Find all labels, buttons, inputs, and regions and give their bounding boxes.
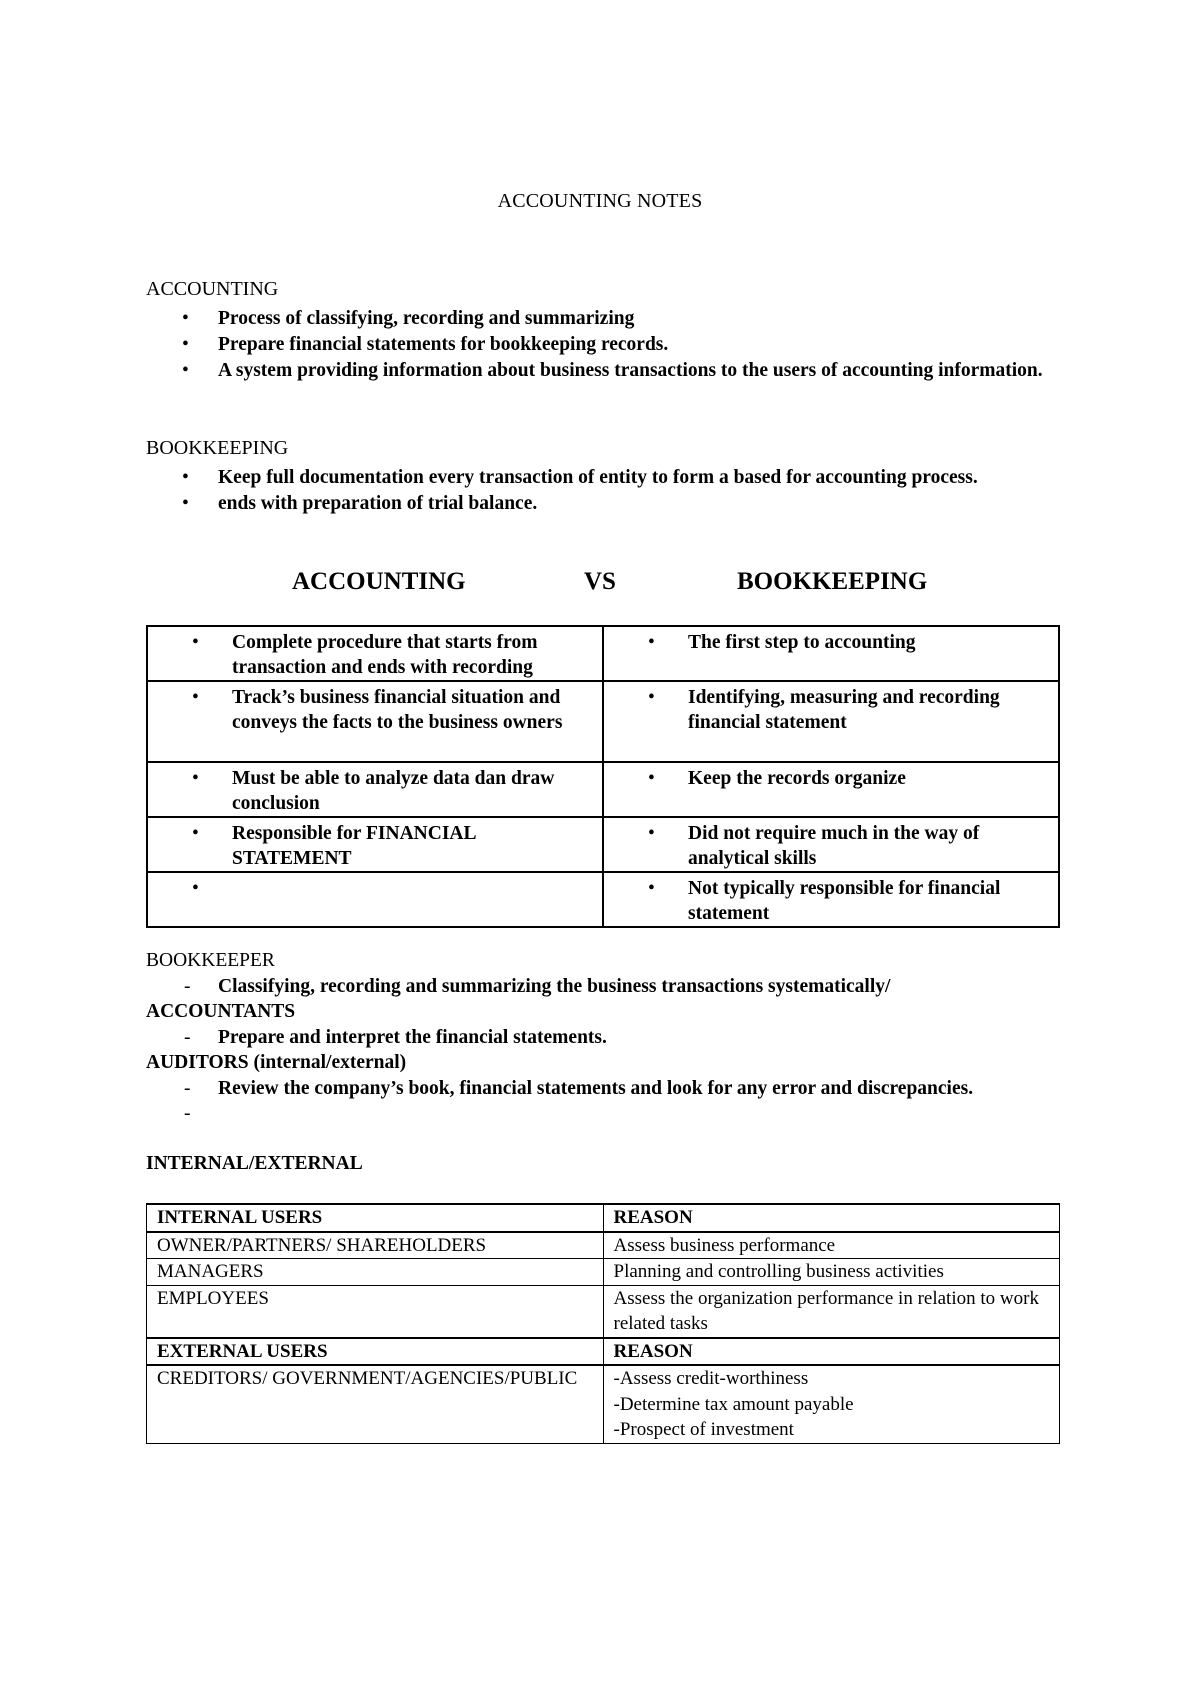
auditors-title: AUDITORS (internal/external) bbox=[146, 1052, 407, 1073]
table-header-cell: REASON bbox=[603, 1338, 1060, 1366]
table-cell: Complete procedure that starts from transaction and ends with recording bbox=[232, 632, 538, 678]
bullet-icon: • bbox=[648, 632, 655, 653]
bullet-icon: • bbox=[648, 878, 655, 899]
accountants-title: ACCOUNTANTS bbox=[146, 1001, 296, 1022]
list-item: • ends with preparation of trial balance. bbox=[146, 491, 1046, 517]
bullet-icon: • bbox=[182, 467, 189, 488]
accountants-description: - Prepare and interpret the financial statements. bbox=[146, 1025, 1076, 1051]
bullet-icon: • bbox=[182, 360, 189, 381]
bullet-icon: • bbox=[182, 308, 189, 329]
bookkeeper-title: BOOKKEEPER bbox=[146, 950, 275, 971]
accounting-bullet-list bbox=[146, 306, 1046, 384]
comparison-vs: VS bbox=[584, 568, 616, 595]
list-item: • Keep full documentation every transaction of entity to form a based for accounting process. bbox=[146, 465, 1046, 491]
table-row bbox=[147, 681, 1059, 762]
table-cell: Assess business performance bbox=[603, 1232, 1060, 1259]
table-cell: Responsible for FINANCIAL STATEMENT bbox=[232, 823, 476, 869]
bullet-icon: • bbox=[182, 493, 189, 514]
dash-icon: - bbox=[184, 975, 191, 997]
empty-dash-item bbox=[146, 1101, 1076, 1126]
table-cell: The first step to accounting bbox=[688, 632, 916, 653]
table-cell: Must be able to analyze data dan draw conclusion bbox=[232, 768, 555, 814]
table-cell: CREDITORS/ GOVERNMENT/AGENCIES/PUBLIC bbox=[147, 1365, 604, 1443]
bookkeeper-description: - Classifying, recording and summarizing the business transactions systematically/ bbox=[146, 974, 1076, 1000]
table-header-row bbox=[147, 1338, 1060, 1366]
bullet-icon: • bbox=[648, 768, 655, 789]
table-header-cell: INTERNAL USERS bbox=[147, 1204, 604, 1232]
bookkeeping-bullet-list bbox=[146, 465, 1046, 517]
table-cell: Identifying, measuring and recording financial statement bbox=[688, 687, 1000, 733]
bullet-icon: • bbox=[648, 687, 655, 708]
list-item: • Prepare financial statements for bookkeeping records. bbox=[146, 332, 1046, 358]
document-title: ACCOUNTING NOTES bbox=[497, 190, 703, 212]
table-header-row bbox=[147, 1204, 1060, 1232]
comparison-left-title: ACCOUNTING bbox=[292, 568, 466, 595]
table-row bbox=[147, 872, 1059, 927]
table-row bbox=[147, 1285, 1060, 1338]
bullet-icon: • bbox=[192, 823, 199, 844]
table-row bbox=[147, 626, 1059, 681]
table-cell: Keep the records organize bbox=[688, 768, 906, 789]
roles-section bbox=[146, 948, 1076, 1126]
table-header-cell: EXTERNAL USERS bbox=[147, 1338, 604, 1366]
table-row bbox=[147, 1365, 1060, 1443]
list-item: • Process of classifying, recording and summarizing bbox=[146, 306, 1046, 332]
table-header-cell: REASON bbox=[603, 1204, 1060, 1232]
bullet-icon: • bbox=[192, 632, 199, 653]
bullet-icon: • bbox=[192, 687, 199, 708]
bookkeeping-heading: BOOKKEEPING bbox=[146, 437, 289, 459]
table-row bbox=[147, 1232, 1060, 1259]
table-cell: Planning and controlling business activities bbox=[603, 1259, 1060, 1286]
accounting-heading: ACCOUNTING bbox=[146, 278, 279, 300]
comparison-heading bbox=[0, 568, 1200, 602]
table-cell: EMPLOYEES bbox=[147, 1285, 604, 1338]
table-cell: Not typically responsible for financial statement bbox=[688, 878, 1001, 924]
table-row bbox=[147, 762, 1059, 817]
bullet-icon: • bbox=[192, 878, 199, 899]
bullet-icon: • bbox=[182, 334, 189, 355]
bullet-icon: • bbox=[648, 823, 655, 844]
table-cell: MANAGERS bbox=[147, 1259, 604, 1286]
auditors-description: - Review the company’s book, financial statements and look for any error and discrepancies. bbox=[146, 1076, 1038, 1102]
table-cell: Assess the organization performance in relation to work related tasks bbox=[603, 1285, 1060, 1338]
users-table bbox=[146, 1203, 1060, 1444]
table-row bbox=[147, 1259, 1060, 1286]
list-item: • A system providing information about business transactions to the users of accounting information. bbox=[146, 358, 1046, 384]
table-row bbox=[147, 817, 1059, 872]
table-cell: Did not require much in the way of analytical skills bbox=[688, 823, 980, 869]
comparison-table bbox=[146, 625, 1060, 928]
table-cell: -Assess credit-worthiness -Determine tax amount payable -Prospect of investment bbox=[603, 1365, 1060, 1443]
dash-icon: - bbox=[184, 1103, 191, 1124]
users-heading: INTERNAL/EXTERNAL bbox=[146, 1153, 363, 1174]
table-cell: Track’s business financial situation and conveys the facts to the business owners bbox=[232, 687, 563, 733]
dash-icon: - bbox=[184, 1026, 191, 1048]
comparison-right-title: BOOKKEEPING bbox=[737, 568, 928, 595]
dash-icon: - bbox=[184, 1077, 191, 1099]
table-cell: OWNER/PARTNERS/ SHAREHOLDERS bbox=[147, 1232, 604, 1259]
bullet-icon: • bbox=[192, 768, 199, 789]
